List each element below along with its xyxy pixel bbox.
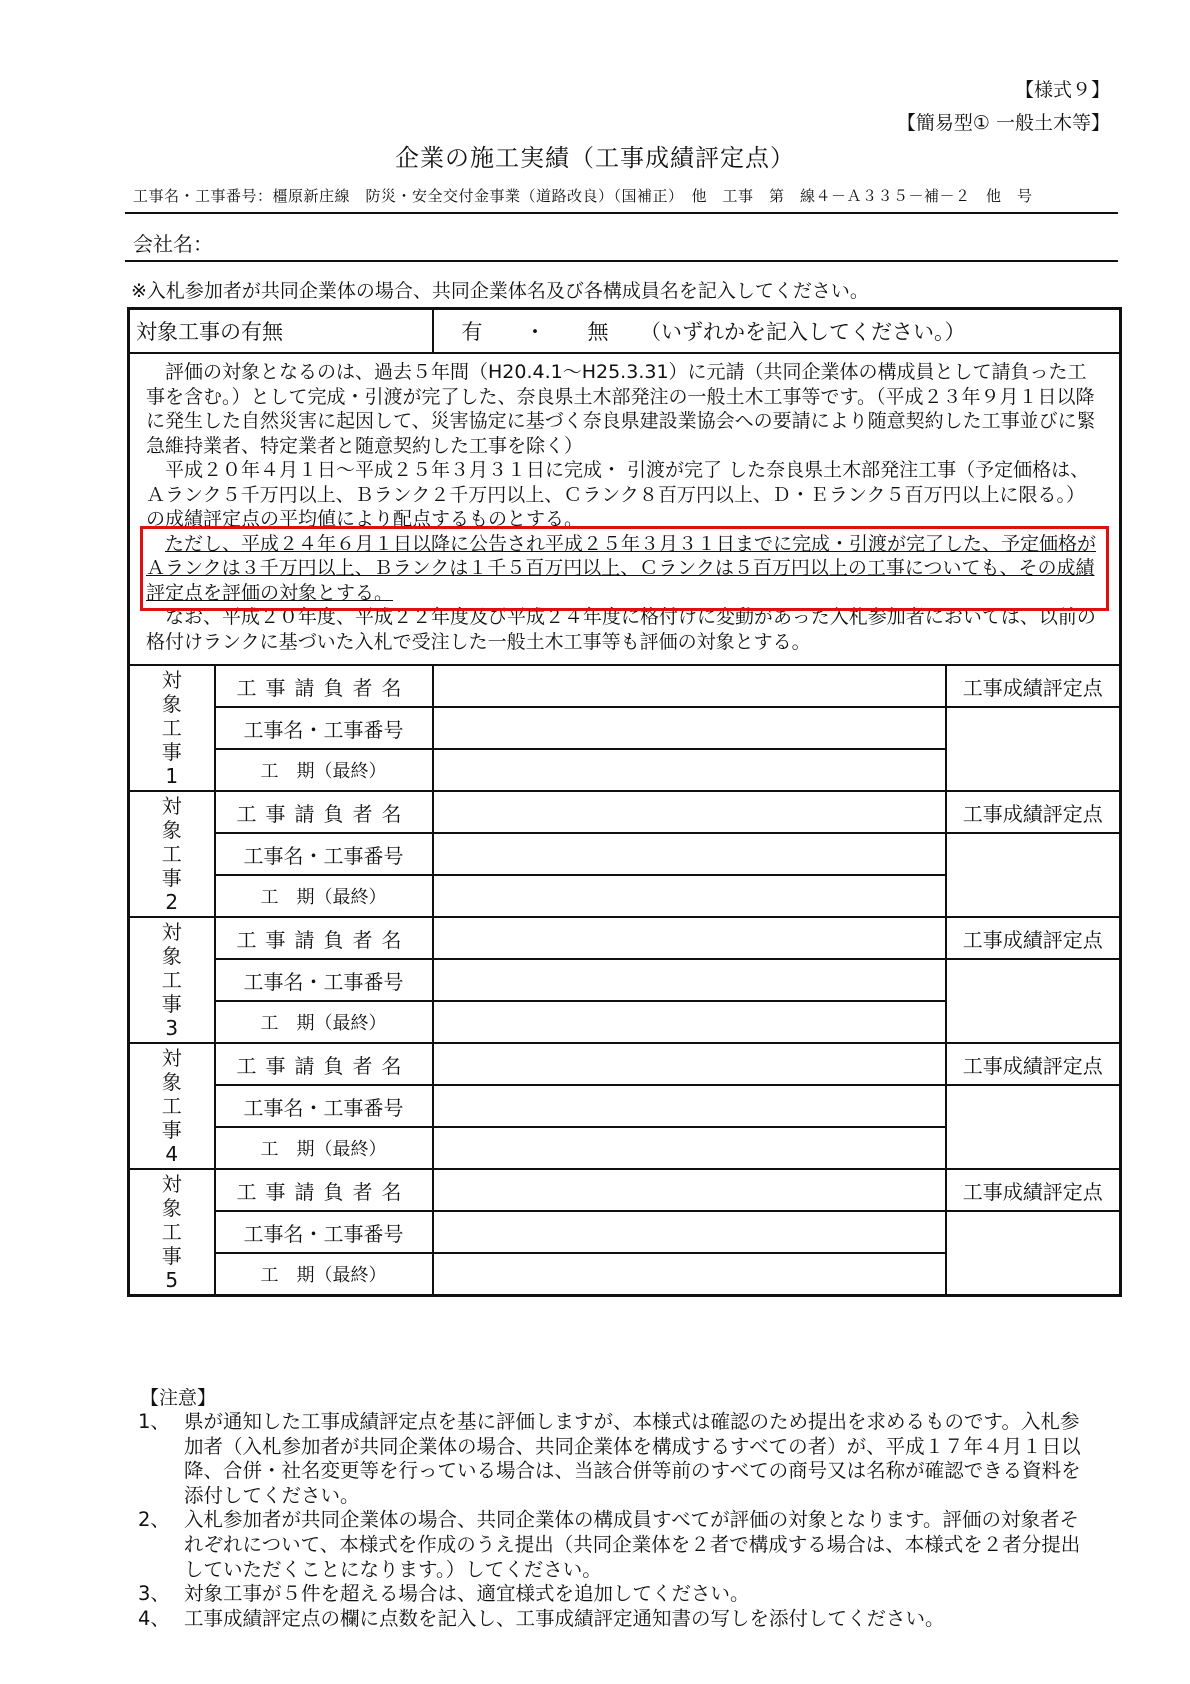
project-2-label-char: 事 bbox=[161, 866, 182, 890]
project-4-label bbox=[129, 1043, 215, 1169]
project-3-label bbox=[129, 917, 215, 1043]
period-label: 工 期（最終） bbox=[215, 1001, 433, 1043]
project-1-label bbox=[129, 665, 215, 791]
project-3-label-number: 3 bbox=[165, 1016, 179, 1040]
note-number: 1、 bbox=[138, 1410, 170, 1433]
project-4-label-char: 対 bbox=[161, 1046, 182, 1070]
project-4-label-char: 象 bbox=[161, 1070, 182, 1094]
period-label: 工 期（最終） bbox=[215, 875, 433, 917]
project-1-label-number: 1 bbox=[165, 764, 179, 788]
project-2-contractor-row bbox=[129, 791, 1121, 833]
project-5-label-char: 事 bbox=[161, 1244, 182, 1268]
contractor-label: 工事請負者名 bbox=[215, 917, 433, 959]
note-item bbox=[138, 1607, 1098, 1632]
note-item bbox=[138, 1508, 1098, 1582]
project-1-period-field[interactable] bbox=[433, 749, 946, 791]
period-label: 工 期（最終） bbox=[215, 749, 433, 791]
project-2-score-field[interactable] bbox=[946, 833, 1121, 917]
project-5-score-field[interactable] bbox=[946, 1211, 1121, 1296]
project-5-contractor-field[interactable] bbox=[433, 1169, 946, 1211]
description-paragraph-2: 平成２０年４月１日～平成２５年３月３１日に完成・ 引渡が完了 した奈良県土木部発注工事（予定価格は、Ａランク５千万円以上、Ｂランク２千万円以上、Ｃランク８百万円以上、Ｄ・Ｅランク５百万円以上に限る。）の成績評定点の平均値により配点するものとする。 bbox=[146, 459, 1090, 530]
work-name-line: 工事名・工事番号：橿原新庄線 防災・安全交付金事業（道路改良）（国補正） 他 工事 第 線４－Ａ３３５－補－２ 他 号 bbox=[133, 187, 1033, 205]
project-5-work-field[interactable] bbox=[433, 1211, 946, 1253]
score-label: 工事成績評定点 bbox=[946, 665, 1121, 707]
description-paragraph-1: 評価の対象となるのは、過去５年間（H20.4.1～H25.3.31）に元請（共同企業体の構成員として請負った工事を含む。）として完成・引渡が完了した、奈良県土木部発注の一般土木工事等です。（平成２３年９月１日以降に発生した自然災害に起因して、災害協定に基づく奈良県建設業協会への要請により随意契約した工事並びに緊急維持業者、特定業者と随意契約した工事を除く） bbox=[146, 361, 1096, 457]
project-3-contractor-field[interactable] bbox=[433, 917, 946, 959]
project-4-contractor-row bbox=[129, 1043, 1121, 1085]
note-text: 対象工事が５件を超える場合は、適宜様式を追加してください。 bbox=[184, 1582, 750, 1606]
jv-note: ※入札参加者が共同企業体の場合、共同企業体名及び各構成員名を記入してください。 bbox=[131, 280, 869, 302]
project-4-label-number: 4 bbox=[165, 1142, 179, 1166]
work-name-label: 工事名・工事番号 bbox=[215, 1211, 433, 1253]
project-5-label-char: 工 bbox=[161, 1220, 182, 1244]
project-5-period-field[interactable] bbox=[433, 1253, 946, 1296]
period-label: 工 期（最終） bbox=[215, 1127, 433, 1169]
project-3-work-row bbox=[129, 959, 1121, 1001]
evaluation-description bbox=[129, 353, 1121, 665]
target-existence-label: 対象工事の有無 bbox=[129, 309, 433, 354]
contractor-label: 工事請負者名 bbox=[215, 665, 433, 707]
project-1-label-char: 事 bbox=[161, 740, 182, 764]
note-number: 2、 bbox=[138, 1508, 170, 1532]
score-label: 工事成績評定点 bbox=[946, 917, 1121, 959]
project-1-label-char: 象 bbox=[161, 692, 182, 716]
note-item bbox=[138, 1410, 1098, 1508]
company-name-label: 会社名： bbox=[133, 232, 213, 256]
project-2-label-number: 2 bbox=[165, 890, 179, 914]
target-existence-row bbox=[129, 309, 1121, 354]
project-3-work-field[interactable] bbox=[433, 959, 946, 1001]
project-2-period-field[interactable] bbox=[433, 875, 946, 917]
work-name-label: 工事名・工事番号 bbox=[215, 959, 433, 1001]
contractor-label: 工事請負者名 bbox=[215, 1043, 433, 1085]
project-5-label-number: 5 bbox=[165, 1268, 179, 1292]
note-text: 県が通知した工事成績評定点を基に評価しますが、本様式は確認のため提出を求めるものです。入札参加者（入札参加者が共同企業体の場合、共同企業体を構成するすべての者）が、平成１７年４月１日以降、合併・社名変更等を行っている場合は、当該合併等前のすべての商号又は名称が確認できる資料を添付してください。 bbox=[184, 1410, 1081, 1507]
project-1-score-field[interactable] bbox=[946, 707, 1121, 791]
note-text: 入札参加者が共同企業体の場合、共同企業体の構成員すべてが評価の対象となります。評価の対象者それぞれについて、本様式を作成のうえ提出（共同企業体を２者で構成する場合は、本様式を２者分提出していただくことになります。）してください。 bbox=[184, 1508, 1081, 1581]
notes-heading: 【注意】 bbox=[140, 1387, 217, 1409]
contractor-label: 工事請負者名 bbox=[215, 1169, 433, 1211]
project-2-label-char: 象 bbox=[161, 818, 182, 842]
page-title: 企業の施工実績（工事成績評定点） bbox=[395, 144, 795, 172]
form-variant: 【簡易型① 一般土木等】 bbox=[896, 112, 1110, 134]
project-5-contractor-row bbox=[129, 1169, 1121, 1211]
project-4-label-char: 工 bbox=[161, 1094, 182, 1118]
project-2-contractor-field[interactable] bbox=[433, 791, 946, 833]
project-2-label bbox=[129, 791, 215, 917]
project-2-work-field[interactable] bbox=[433, 833, 946, 875]
project-1-work-field[interactable] bbox=[433, 707, 946, 749]
project-5-label-char: 象 bbox=[161, 1196, 182, 1220]
project-4-period-field[interactable] bbox=[433, 1127, 946, 1169]
project-5-label bbox=[129, 1169, 215, 1296]
project-4-score-field[interactable] bbox=[946, 1085, 1121, 1169]
project-3-label-char: 事 bbox=[161, 992, 182, 1016]
notes-list bbox=[138, 1410, 1098, 1631]
description-paragraph-4: なお、平成２０年度、平成２２年度及び平成２４年度に格付けに変動があった入札参加者においては、以前の格付けランクに基づいた入札で受注した一般土木工事等も評価の対象とする。 bbox=[146, 606, 1096, 653]
note-number: 4、 bbox=[138, 1606, 170, 1630]
target-existence-choice[interactable]: 有 ・ 無 （いずれかを記入してください。） bbox=[433, 309, 1121, 354]
project-1-work-row bbox=[129, 707, 1121, 749]
project-4-label-char: 事 bbox=[161, 1118, 182, 1142]
project-2-label-char: 対 bbox=[161, 794, 182, 818]
project-3-label-char: 対 bbox=[161, 920, 182, 944]
highlighted-paragraph: ただし、平成２４年６月１日以降に公告され平成２５年３月３１日までに完成・引渡が完了した、予定価格がＡランクは３千万円以上、Ｂランクは１千５百万円以上、Ｃランクは５百万円以上の工事についても、その成績評定点を評価の対象とする。 bbox=[146, 532, 1103, 606]
project-4-work-field[interactable] bbox=[433, 1085, 946, 1127]
project-4-contractor-field[interactable] bbox=[433, 1043, 946, 1085]
project-3-score-field[interactable] bbox=[946, 959, 1121, 1043]
description-row bbox=[129, 353, 1121, 665]
project-1-label-char: 対 bbox=[161, 668, 182, 692]
project-2-label-char: 工 bbox=[161, 842, 182, 866]
note-item bbox=[138, 1582, 1098, 1607]
project-3-contractor-row bbox=[129, 917, 1121, 959]
project-1-contractor-row bbox=[129, 665, 1121, 707]
project-3-period-field[interactable] bbox=[433, 1001, 946, 1043]
project-5-work-row bbox=[129, 1211, 1121, 1253]
project-5-label-char: 対 bbox=[161, 1172, 182, 1196]
project-1-contractor-field[interactable] bbox=[433, 665, 946, 707]
form-number: 【様式９】 bbox=[1014, 79, 1110, 101]
score-label: 工事成績評定点 bbox=[946, 1169, 1121, 1211]
score-label: 工事成績評定点 bbox=[946, 1043, 1121, 1085]
note-number: 3、 bbox=[138, 1582, 170, 1606]
project-3-label-char: 工 bbox=[161, 968, 182, 992]
contractor-label: 工事請負者名 bbox=[215, 791, 433, 833]
performance-table bbox=[127, 307, 1122, 1297]
work-name-label: 工事名・工事番号 bbox=[215, 833, 433, 875]
company-name-field[interactable] bbox=[125, 260, 1118, 262]
project-4-work-row bbox=[129, 1085, 1121, 1127]
project-3-label-char: 象 bbox=[161, 944, 182, 968]
score-label: 工事成績評定点 bbox=[946, 791, 1121, 833]
project-1-label-char: 工 bbox=[161, 716, 182, 740]
divider bbox=[125, 212, 1118, 214]
work-name-label: 工事名・工事番号 bbox=[215, 707, 433, 749]
note-text: 工事成績評定点の欄に点数を記入し、工事成績評定通知書の写しを添付してください。 bbox=[184, 1606, 945, 1630]
period-label: 工 期（最終） bbox=[215, 1253, 433, 1296]
work-name-label: 工事名・工事番号 bbox=[215, 1085, 433, 1127]
project-2-work-row bbox=[129, 833, 1121, 875]
